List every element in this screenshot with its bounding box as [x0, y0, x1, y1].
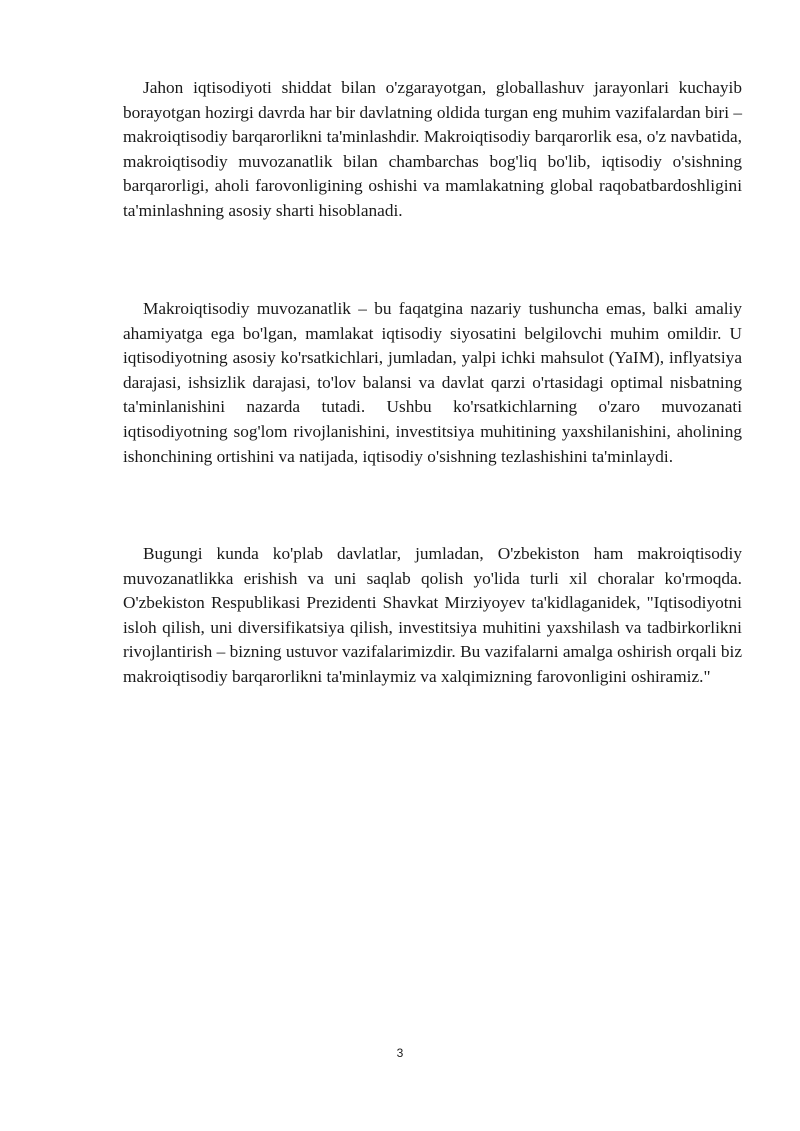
- paragraph-3: Bugungi kunda ko'plab davlatlar, jumladan, O'zbekiston ham makroiqtisodiy muvozanatlikka erishish va uni saqlab qolish yo'lida turli xil choralar ko'rmoqda. O'zbekiston Respublikasi Prezidenti Shavkat Mirziyoyev ta'kidlaganidek, "Iqtisodiyotni isloh qilish, uni diversifikatsiya qilish, investitsiya muhitini yaxshilash va tadbirkorlikni rivojlantirish – bizning ustuvor vazifalarimizdir. Bu vazifalarni amalga oshirish orqali biz makroiqtisodiy barqarorlikni ta'minlaymiz va xalqimizning farovonligini oshiramiz.": [123, 544, 742, 686]
- page-number: 3: [396, 1046, 404, 1060]
- paragraph-2: Makroiqtisodiy muvozanatlik – bu faqatgina nazariy tushuncha emas, balki amaliy ahamiyatga ega bo'lgan, mamlakat iqtisodiy siyosatini belgilovchi muhim omildir. U iqtisodiyotning asosiy ko'rsatkichlari, jumladan, yalpi ichki mahsulot (YaIM), inflyatsiya darajasi, ishsizlik darajasi, to'lov balansi va davlat qarzi o'rtasidagi optimal nisbatning ta'minlanishini nazarda tutadi. Ushbu ko'rsatkichlarning o'zaro muvozanati iqtisodiyotning sog'lom rivojlanishini, investitsiya muhitining yaxshilanishini, aholining ishonchining ortishini va natijada, iqtisodiy o'sishning tezlashishini ta'minlaydi.: [123, 299, 742, 466]
- paragraph-1: Jahon iqtisodiyoti shiddat bilan o'zgarayotgan, globallashuv jarayonlari kuchayib borayotgan hozirgi davrda har bir davlatning oldida turgan eng muhim vazifalardan biri – makroiqtisodiy barqarorlikni ta'minlashdir. Makroiqtisodiy barqarorlik esa, o'z navbatida, makroiqtisodiy muvozanatlik bilan chambarchas bog'liq bo'lib, iqtisodiy o'sishning barqarorligi, aholi farovonligining oshishi va mamlakatning global raqobatbardoshligini ta'minlashning asosiy sharti hisoblanadi.: [123, 78, 742, 220]
